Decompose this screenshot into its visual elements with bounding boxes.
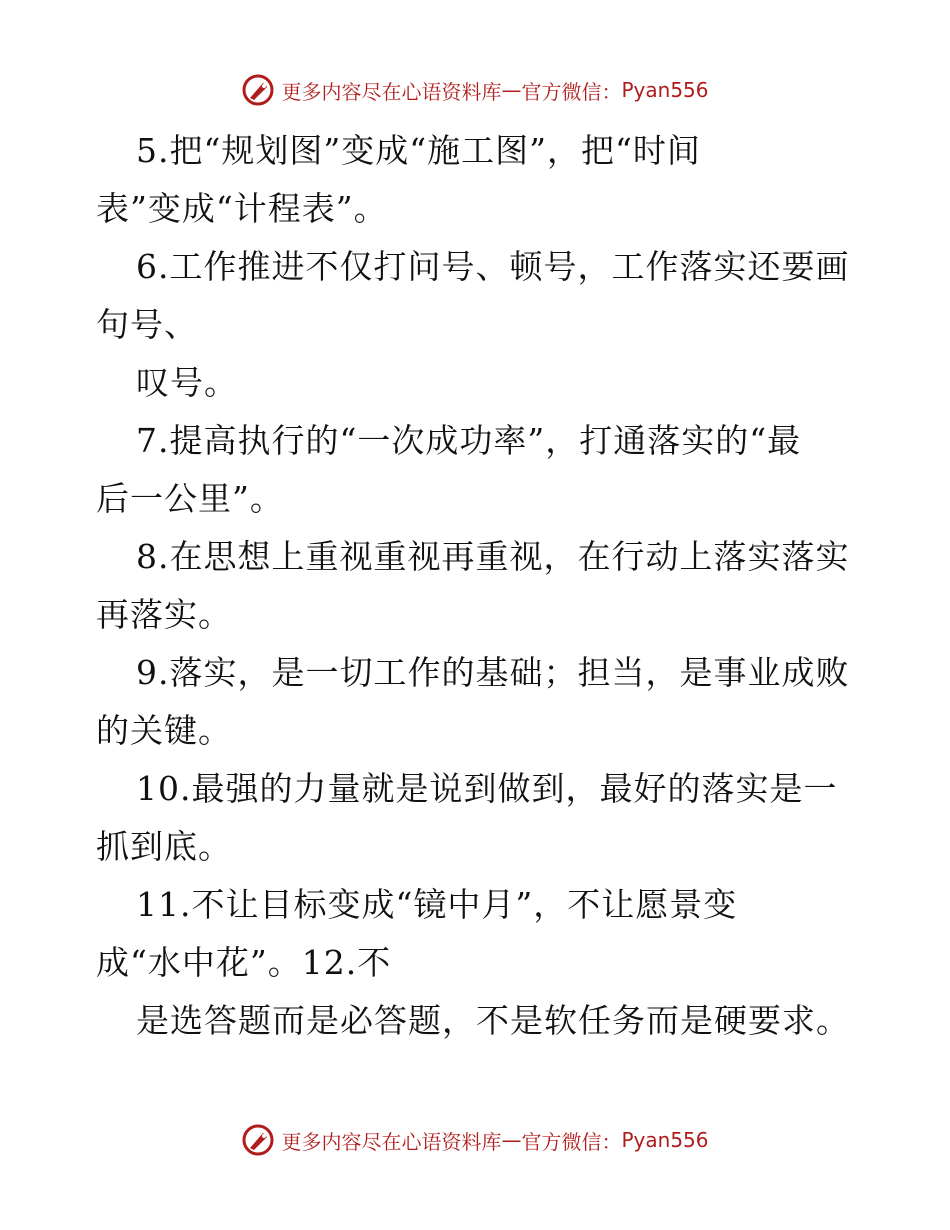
text-line: 6.工作推进不仅打问号、顿号，工作落实还要画: [136, 247, 850, 286]
text-line: 成“水中花”。12.不: [96, 943, 392, 982]
brand-text: 更多内容尽在心语资料库: [281, 1129, 502, 1154]
text-line: 叹号。: [136, 363, 238, 402]
text-line: 后一公里”。: [96, 479, 284, 518]
wechat-label: 官方微信：: [521, 79, 622, 104]
text-line: 是选答题而是必答题，不是软任务而是硬要求。: [136, 1001, 850, 1040]
text-line: 再落实。: [96, 595, 232, 634]
separator: —: [501, 78, 522, 102]
pen-nib-logo-icon: [241, 1123, 275, 1157]
text-line: 10.最强的力量就是说到做到，最好的落实是一: [136, 769, 838, 808]
text-line: 7.提高执行的“一次成功率”，打通落实的“最: [136, 421, 802, 460]
document-body: [96, 122, 856, 1050]
pen-nib-logo-icon: [241, 73, 275, 107]
text-line: 抓到底。: [96, 827, 232, 866]
text-line: 句号、: [96, 305, 198, 344]
text-line: 9.落实，是一切工作的基础；担当，是事业成败: [136, 653, 850, 692]
text-line: 的关键。: [96, 711, 232, 750]
wechat-label: 官方微信：: [521, 1129, 622, 1154]
text-line: 11.不让目标变成“镜中月”，不让愿景变: [136, 885, 738, 924]
header-banner: [0, 70, 950, 110]
text-line: 表”变成“计程表”。: [96, 189, 388, 228]
wechat-id: Pyan556: [621, 1128, 709, 1152]
text-line: 5.把“规划图”变成“施工图”，把“时间: [136, 131, 701, 170]
wechat-id: Pyan556: [621, 78, 709, 102]
footer-banner: [0, 1120, 950, 1160]
separator: —: [501, 1128, 522, 1152]
text-line: 8.在思想上重视重视再重视，在行动上落实落实: [136, 537, 850, 576]
brand-text: 更多内容尽在心语资料库: [281, 79, 502, 104]
